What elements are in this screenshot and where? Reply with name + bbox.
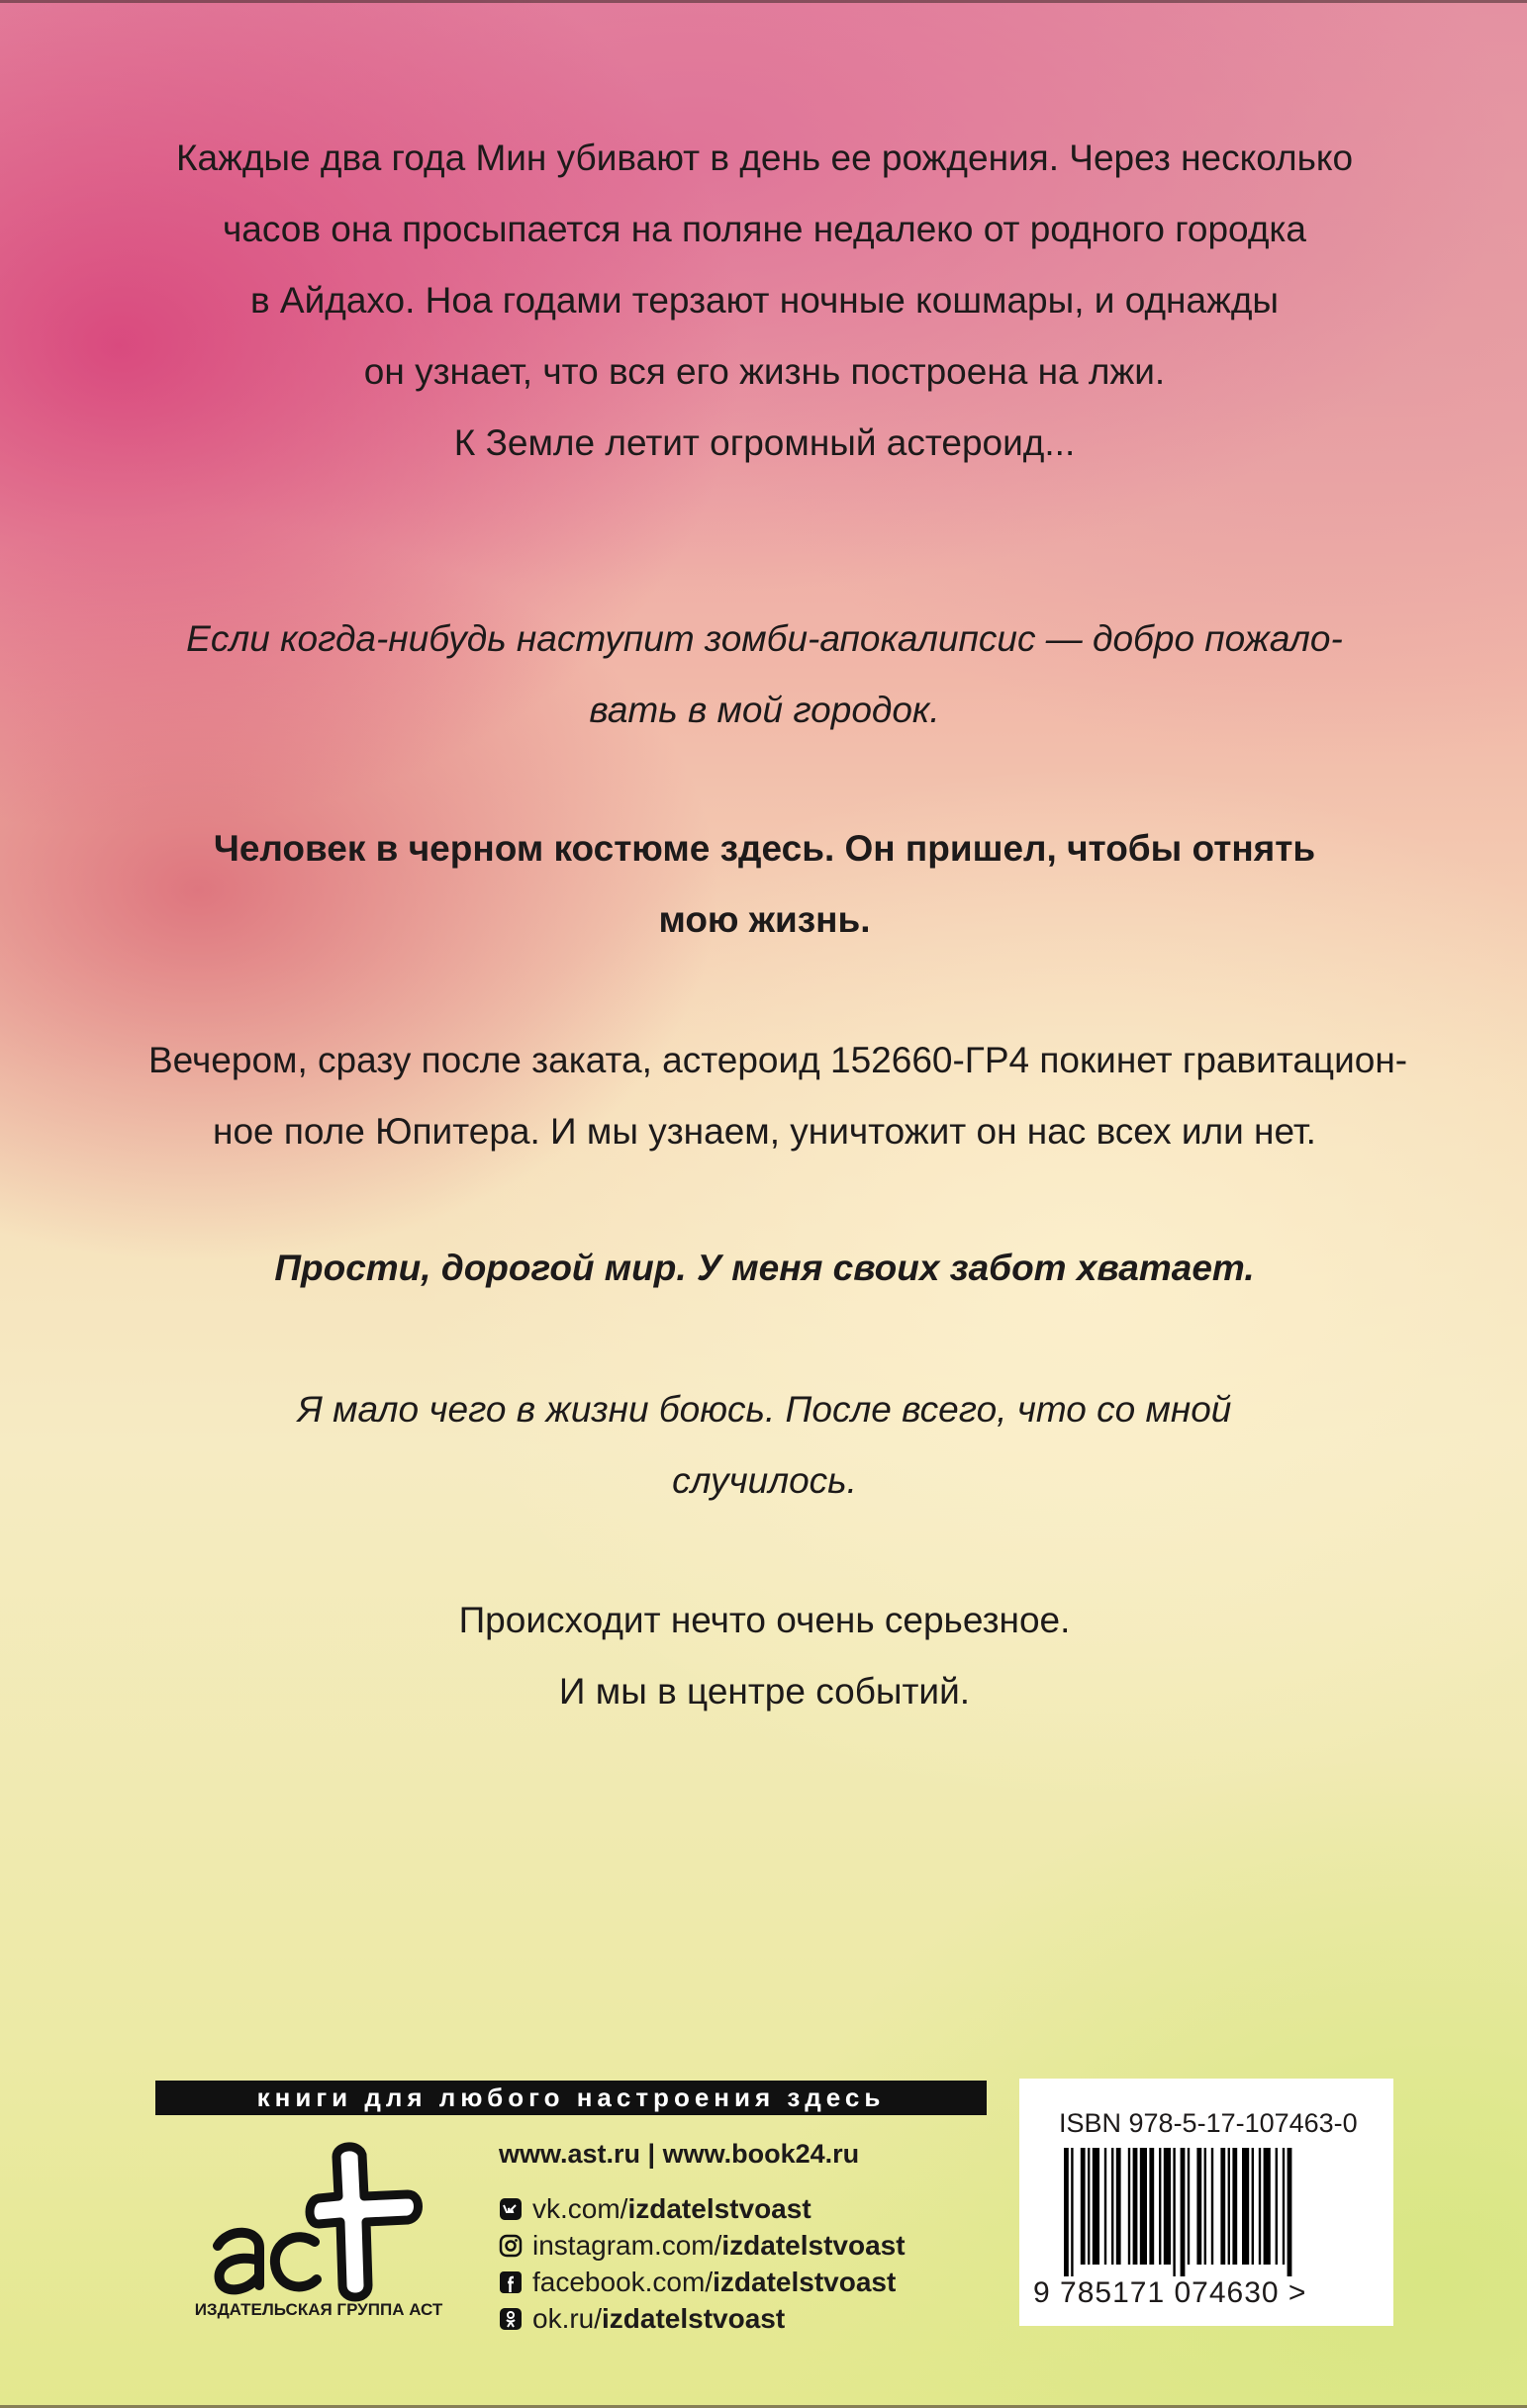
social-link-vk[interactable] bbox=[499, 2190, 906, 2227]
barcode-bar bbox=[1283, 2148, 1285, 2265]
barcode-digits: 9 785171 074630 > bbox=[1033, 2276, 1307, 2309]
blurb-line: мою жизнь. bbox=[658, 899, 871, 940]
vk-icon bbox=[499, 2197, 523, 2221]
social-prefix: facebook.com/ bbox=[532, 2266, 714, 2297]
blurb-line: он узнает, что вся его жизнь построена на лжи. bbox=[363, 351, 1166, 392]
barcode-bar bbox=[1276, 2148, 1278, 2265]
blurb-paragraph-4 bbox=[148, 1025, 1408, 1167]
website-links[interactable]: www.ast.ru | www.book24.ru bbox=[499, 2139, 860, 2169]
barcode-bar bbox=[1133, 2148, 1138, 2265]
barcode-bar bbox=[1259, 2148, 1261, 2265]
blurb-line: ное поле Юпитера. И мы узнаем, уничтожит он нас всех или нет. bbox=[213, 1111, 1316, 1152]
barcode-bar bbox=[1081, 2148, 1086, 2265]
barcode-bar bbox=[1064, 2148, 1069, 2276]
barcode-bar bbox=[1164, 2148, 1171, 2265]
blurb-line: Каждые два года Мин убивают в день ее рождения. Через несколько bbox=[175, 138, 1354, 178]
barcode-bar bbox=[1111, 2148, 1113, 2265]
barcode-bar bbox=[1159, 2148, 1161, 2265]
barcode-bar bbox=[1181, 2148, 1186, 2276]
barcode bbox=[1064, 2148, 1361, 2276]
blurb-paragraph-7 bbox=[148, 1585, 1381, 1727]
blurb-paragraph-5 bbox=[148, 1233, 1381, 1304]
blurb-line: Происходит нечто очень серьезное. bbox=[458, 1600, 1071, 1640]
social-handle: izdatelstvoast bbox=[713, 2266, 897, 2297]
blurb-line: в Айдахо. Ноа годами терзают ночные кошмары, и однажды bbox=[249, 280, 1280, 321]
barcode-bar bbox=[1220, 2148, 1225, 2265]
blurb-line: К Земле летит огромный астероид... bbox=[453, 422, 1076, 463]
barcode-bar bbox=[1140, 2148, 1147, 2265]
social-prefix: vk.com/ bbox=[532, 2192, 628, 2224]
blurb-line: часов она просыпается на поляне недалеко от родного городка bbox=[223, 209, 1306, 249]
blurb-line: Человек в черном костюме здесь. Он пришел, чтобы отнять bbox=[213, 828, 1316, 869]
barcode-bar bbox=[1252, 2148, 1254, 2265]
isbn-barcode-box bbox=[1019, 2079, 1393, 2326]
blurb-line: Вечером, сразу после заката, астероид 152660-ГР4 покинет гравитацион- bbox=[148, 1040, 1408, 1080]
blurb-line: И мы в центре событий. bbox=[558, 1671, 971, 1712]
blurb-paragraph-6 bbox=[148, 1374, 1381, 1517]
barcode-bar bbox=[1211, 2148, 1213, 2265]
social-links bbox=[499, 2190, 906, 2337]
blurb-line: Прости, дорогой мир. У меня своих забот хватает. bbox=[274, 1248, 1255, 1288]
barcode-bar bbox=[1288, 2148, 1292, 2276]
barcode-bar bbox=[1104, 2148, 1106, 2265]
barcode-bar bbox=[1242, 2148, 1249, 2265]
barcode-bar bbox=[1173, 2148, 1175, 2276]
social-handle: izdatelstvoast bbox=[721, 2229, 906, 2261]
ast-logo bbox=[188, 2137, 435, 2305]
social-link-instagram[interactable] bbox=[499, 2227, 906, 2264]
social-link-odnoklassniki[interactable] bbox=[499, 2300, 906, 2337]
top-border bbox=[0, 0, 1527, 3]
facebook-icon bbox=[499, 2270, 523, 2294]
barcode-bar bbox=[1232, 2148, 1237, 2265]
barcode-bar bbox=[1116, 2148, 1121, 2265]
tagline-bar: книги для любого настроения здесь bbox=[155, 2081, 987, 2115]
barcode-bar bbox=[1204, 2148, 1206, 2265]
barcode-bar bbox=[1128, 2148, 1130, 2265]
social-handle: izdatelstvoast bbox=[627, 2192, 811, 2224]
barcode-bar bbox=[1196, 2148, 1201, 2265]
barcode-bar bbox=[1088, 2148, 1090, 2265]
odnoklassniki-icon bbox=[499, 2307, 523, 2331]
barcode-bar bbox=[1228, 2148, 1230, 2265]
social-prefix: ok.ru/ bbox=[532, 2302, 603, 2334]
social-handle: izdatelstvoast bbox=[602, 2302, 786, 2334]
social-prefix: instagram.com/ bbox=[532, 2229, 722, 2261]
barcode-bar bbox=[1264, 2148, 1271, 2265]
blurb-paragraph-2 bbox=[148, 603, 1381, 746]
isbn-number: ISBN 978-5-17-107463-0 bbox=[1059, 2108, 1358, 2138]
blurb-line: Я мало чего в жизни боюсь. После всего, что со мной bbox=[297, 1389, 1232, 1430]
blurb-line: случилось. bbox=[672, 1460, 857, 1501]
blurb-line: Если когда-нибудь наступит зомби-апокалипсис — добро пожало- bbox=[186, 618, 1343, 659]
blurb-paragraph-3 bbox=[148, 813, 1381, 956]
barcode-bar bbox=[1093, 2148, 1099, 2265]
blurb-line: вать в мой городок. bbox=[589, 690, 940, 730]
barcode-bar bbox=[1188, 2148, 1190, 2265]
barcode-bar bbox=[1149, 2148, 1154, 2265]
social-link-facebook[interactable] bbox=[499, 2264, 906, 2300]
blurb-paragraph-1 bbox=[148, 123, 1381, 479]
instagram-icon bbox=[499, 2234, 523, 2258]
logo-caption: ИЗДАТЕЛЬСКАЯ ГРУППА АСТ bbox=[194, 2300, 443, 2319]
barcode-bar bbox=[1071, 2148, 1073, 2276]
